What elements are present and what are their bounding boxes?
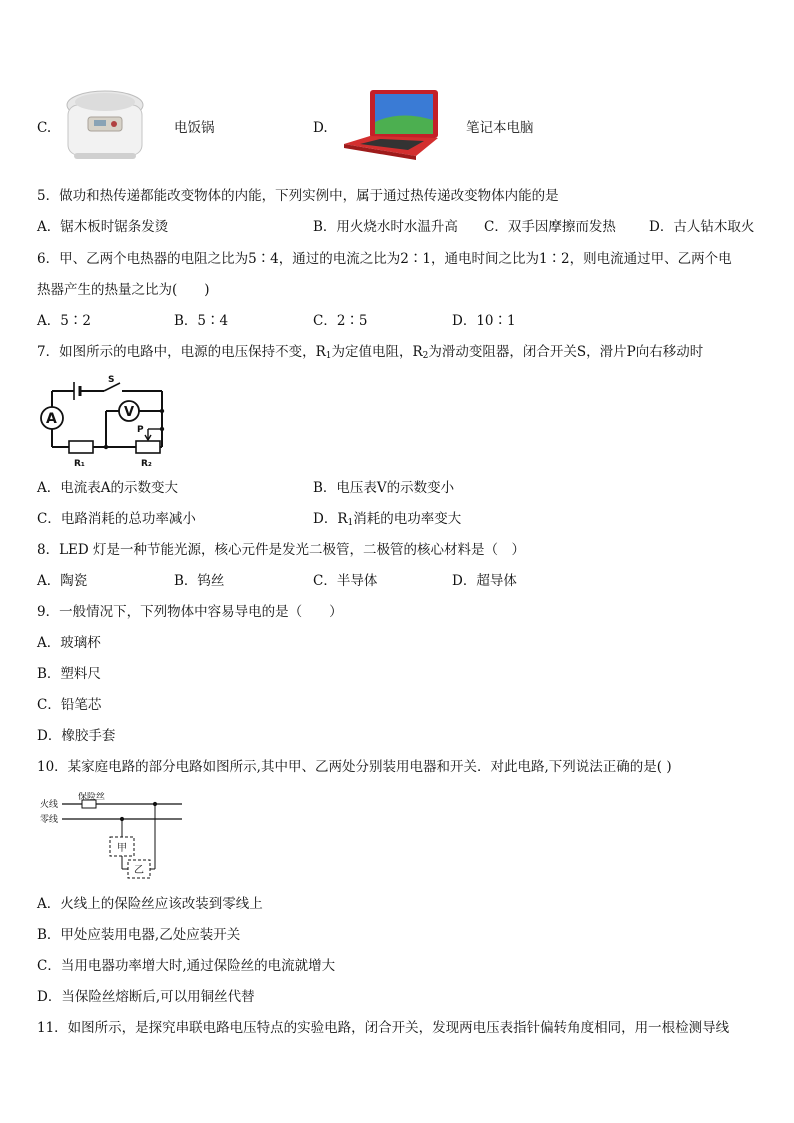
q9-option-c: C．铅笔芯: [37, 697, 102, 713]
q11-stem: 11．如图所示，是探究串联电路电压特点的实验电路，闭合开关，发现两电压表指针偏转角度相同，用一根检测导线: [37, 1020, 730, 1036]
q7-option-b: B．电压表V的示数变小: [313, 480, 455, 496]
q8-option-c: C．半导体: [313, 573, 378, 589]
neutral-wire-label: 零线: [40, 815, 59, 825]
q9-option-a: A．玻璃杯: [37, 635, 101, 651]
q7-option-c: C．电路消耗的总功率减小: [37, 511, 196, 527]
rice-cooker-label: 电饭锅: [174, 120, 215, 136]
q7-circuit-diagram: [38, 374, 170, 468]
q5-stem: 5．做功和热传递都能改变物体的内能，下列实例中，属于通过热传递改变物体内能的是: [37, 188, 559, 204]
box-jia-label: 甲: [117, 843, 127, 854]
switch-label: S: [108, 375, 115, 385]
q6-stem-line1: 6．甲、乙两个电热器的电阻之比为5∶4，通过的电流之比为2∶1，通电时间之比为1∶2，则电流通过甲、乙两个电: [37, 251, 732, 267]
q7-option-a: A．电流表A的示数变大: [37, 480, 178, 496]
fuse-label: 保险丝: [78, 792, 106, 802]
q10-circuit-diagram: [40, 792, 190, 884]
q5-option-d: D．古人钻木取火: [649, 219, 755, 235]
q6-option-a: A．5∶2: [37, 313, 91, 329]
q5-option-a: A．锯木板时锯条发烫: [37, 219, 169, 235]
q8-option-b: B．钨丝: [174, 573, 225, 589]
q9-option-b: B．塑料尺: [37, 666, 101, 682]
q6-stem-line2: 热器产生的热量之比为( ): [37, 282, 210, 298]
q10-option-c: C．当用电器功率增大时,通过保险丝的电流就增大: [37, 958, 336, 974]
r2-label: R₂: [141, 459, 152, 468]
q5-option-b: B．用火烧水时水温升高: [313, 219, 458, 235]
q8-option-a: A．陶瓷: [37, 573, 88, 589]
laptop-image: [340, 86, 442, 168]
q10-option-b: B．甲处应装用电器,乙处应装开关: [37, 927, 241, 943]
laptop-label: 笔记本电脑: [466, 120, 534, 136]
q7-stem: 7．如图所示的电路中，电源的电压保持不变，$R_1$为定值电阻，$R_2$为滑动变阻器，闭合开关S，滑片P向右移动时: [37, 344, 704, 361]
q10-option-d: D．当保险丝熔断后,可以用铜丝代替: [37, 989, 255, 1005]
voltmeter-label: V: [124, 405, 135, 420]
option-c-letter: C.: [37, 120, 52, 136]
q6-option-b: B．5∶4: [174, 313, 229, 329]
q6-option-d: D．10∶1: [452, 313, 516, 329]
ammeter-label: A: [46, 411, 57, 427]
q8-option-d: D．超导体: [452, 573, 517, 589]
q10-option-a: A．火线上的保险丝应该改装到零线上: [37, 896, 263, 912]
q6-option-c: C．2∶5: [313, 313, 368, 329]
q5-option-c: C．双手因摩擦而发热: [484, 219, 616, 235]
q9-option-d: D．橡胶手套: [37, 728, 116, 744]
q10-stem: 10．某家庭电路的部分电路如图所示,其中甲、乙两处分别装用电器和开关．对此电路,下列说法正确的是( ): [37, 759, 672, 775]
live-wire-label: 火线: [40, 800, 59, 810]
slider-label: P: [137, 425, 144, 435]
q8-stem: 8．LED 灯是一种节能光源，核心元件是发光二极管，二极管的核心材料是（ ）: [37, 542, 526, 558]
r1-label: R₁: [74, 459, 85, 468]
rice-cooker-image: [60, 85, 150, 167]
q7-option-d: D．$R_1$消耗的电功率变大: [313, 511, 462, 528]
option-d-letter: D.: [313, 120, 328, 136]
q9-stem: 9．一般情况下，下列物体中容易导电的是（ ）: [37, 604, 343, 620]
box-yi-label: 乙: [134, 865, 144, 876]
